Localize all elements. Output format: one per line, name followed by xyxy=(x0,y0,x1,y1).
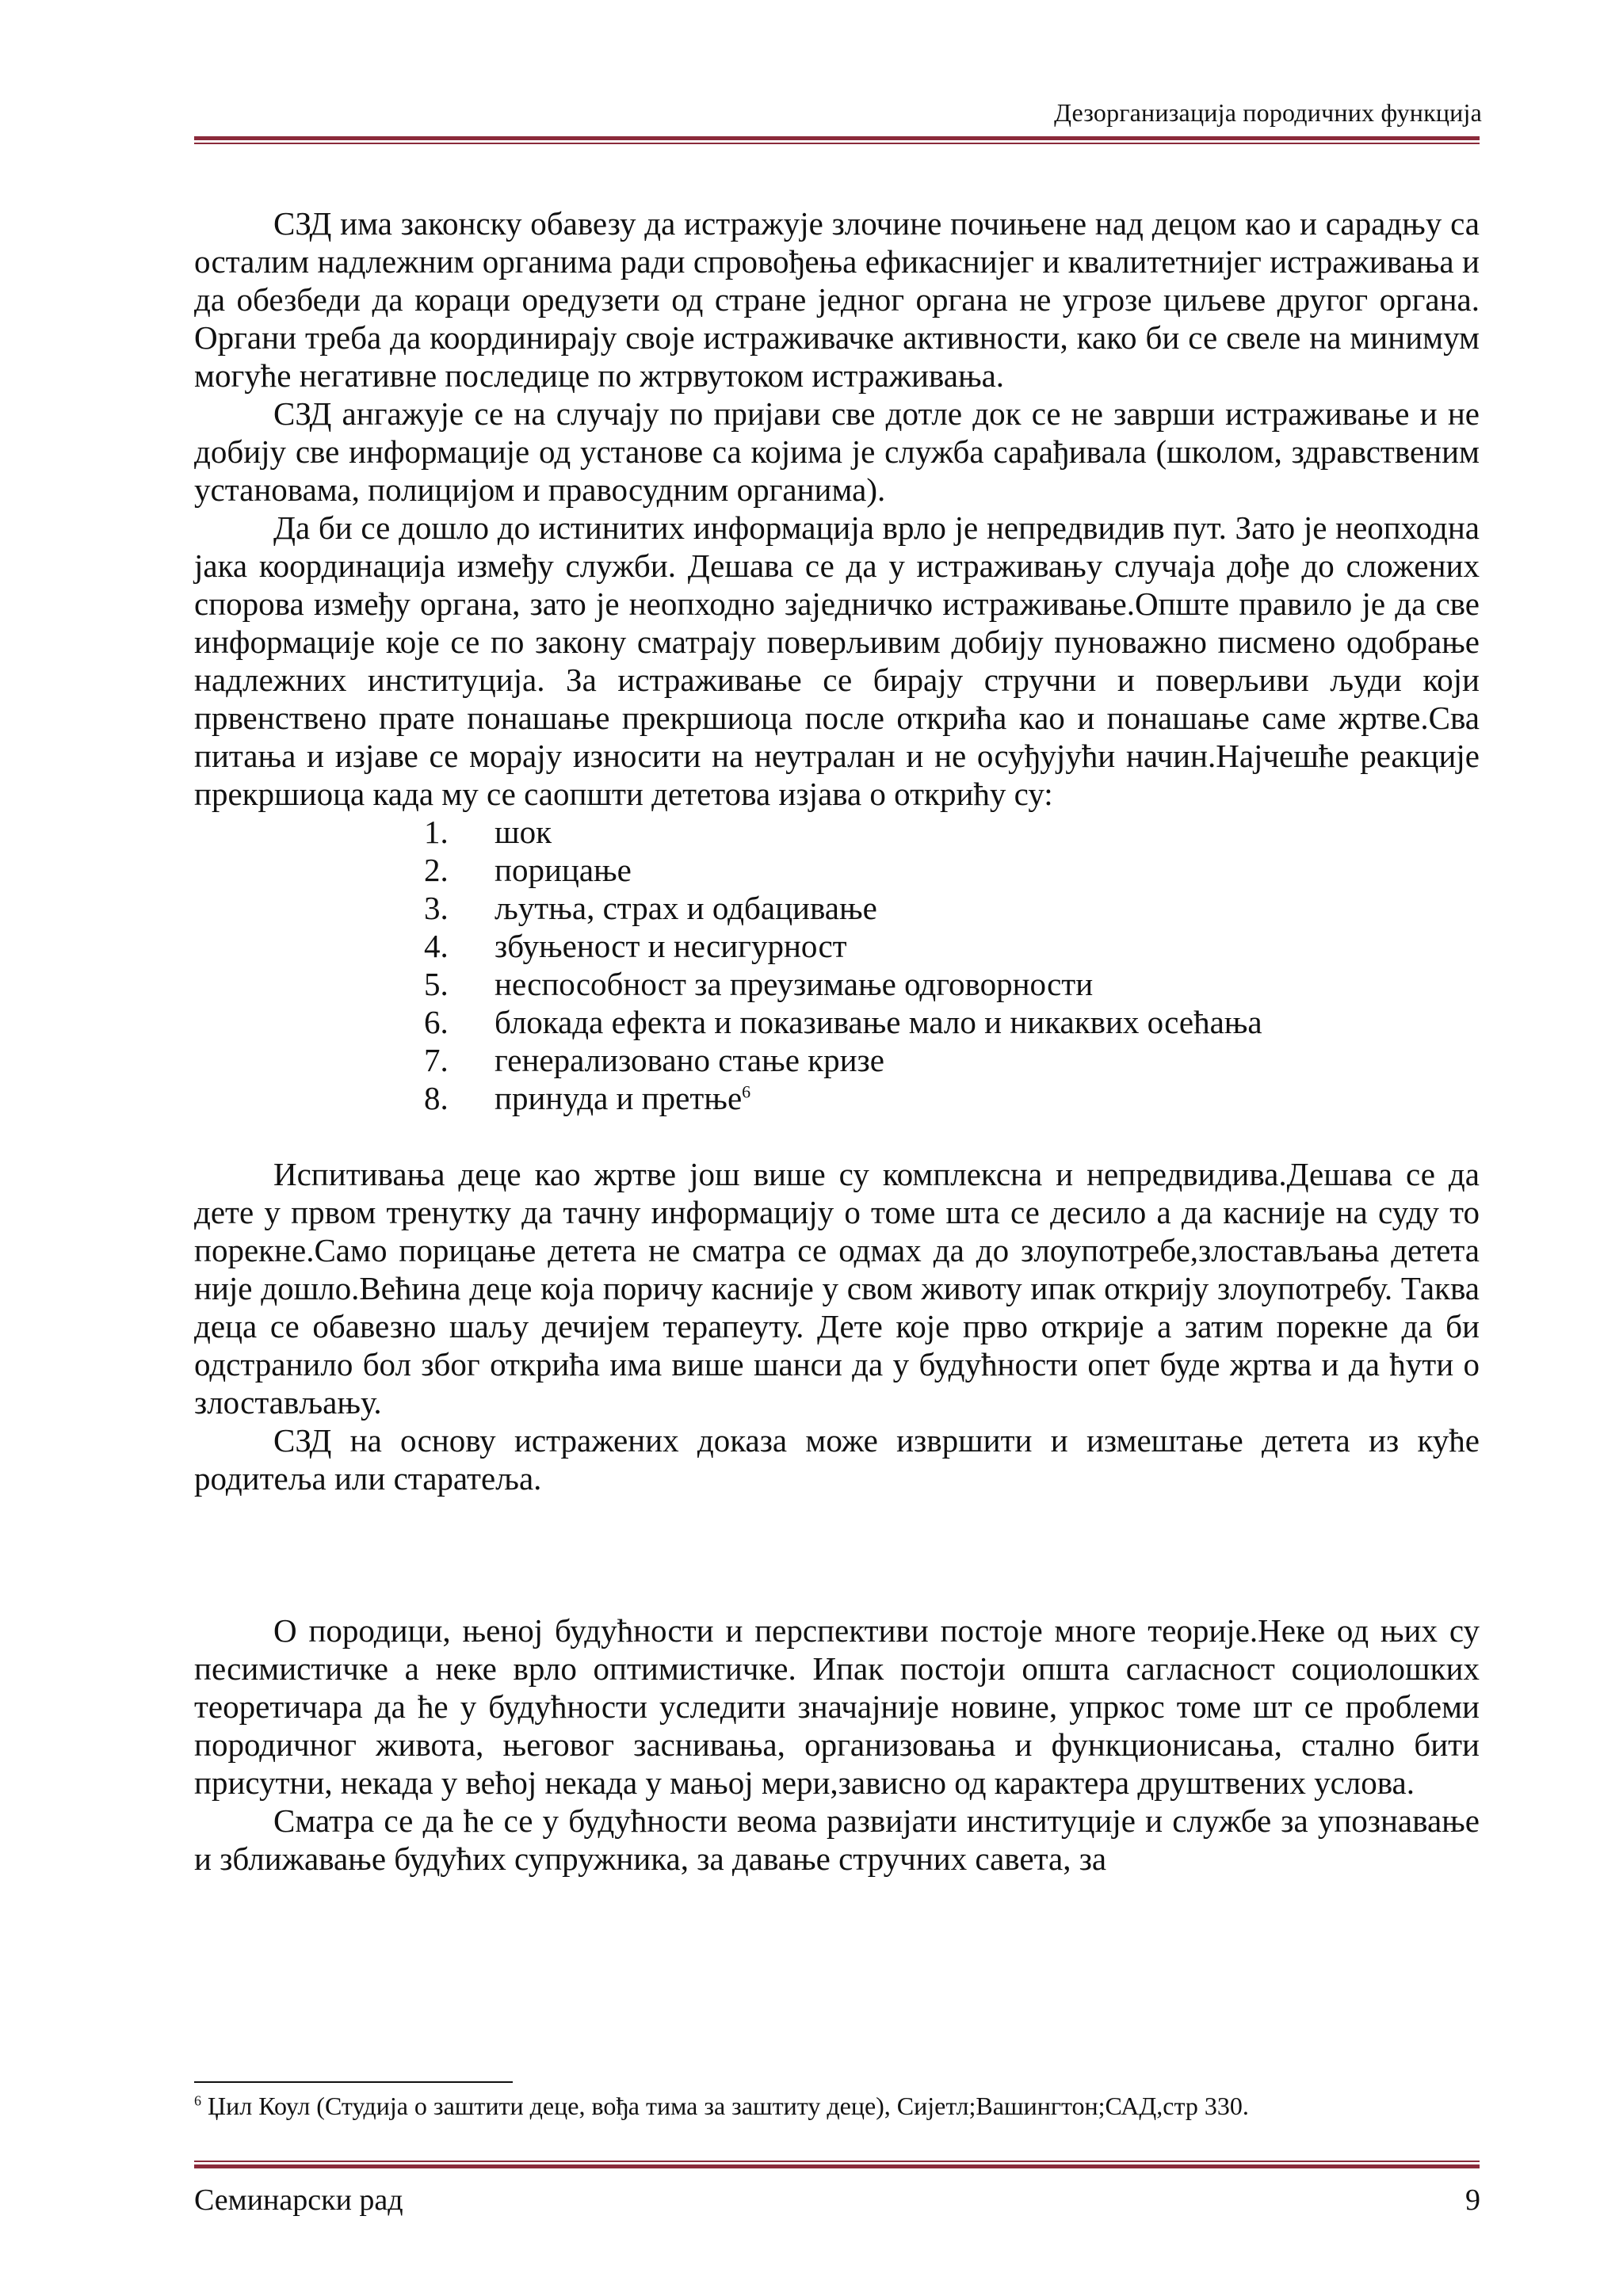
footnote-marker: 6 xyxy=(194,2092,201,2109)
list-item: 8. принуда и претње$^6$ xyxy=(424,1080,751,1116)
paragraph: Сматра се да ће се у будућности веома развијати институције и службе за упознавање и зближавање будућих супружника, за давање стручних савета, за xyxy=(194,1802,1480,1877)
paragraph: О породици, њеној будућности и перспективи постоје многе теорије.Неке од њих су песимистичке а неке врло оптимистичке. Ипак постоји општа сагласност социолошких теоретичара да ће у будућности уследити значајније новине, упркос томе шт се проблеми породичног живота, његовог заснивања, организовања и функционисања, стално бити присутни, некада у већој некада у мањој мери,зависно од карактера друштвених услова. xyxy=(194,1612,1480,1801)
footnote-reference[interactable]: 6 xyxy=(742,1081,751,1102)
list-item: 5. неспособност за преузимање одговорности xyxy=(424,966,1094,1002)
paragraph: Испитивања деце као жртве још више су комплексна и непредвидива.Дешава се да дете у првом тренутку да тачну информацију о томе шта се десило а да касније на суду то порекне.Само порицање детета не сматра се одмах да до злоупотребе,злостављања детета није дошло.Већина деце која поричу касније у свом животу ипак открију злоупотребу. Таква деца се обавезно шаљу дечијем терапеуту. Дете које прво открије а затим порекне да би одстранило бол због открића има више шанси да у будућности опет буде жртва и да ћути о злостављању. xyxy=(194,1156,1480,1421)
footer-rule xyxy=(194,2161,1480,2168)
page-number: 9 xyxy=(1465,2183,1480,2217)
list-item: 6. блокада ефекта и показивање мало и никаквих осећања xyxy=(424,1004,1262,1040)
list-item: 1. шок xyxy=(424,814,552,850)
paragraph: Да би се дошло до истинитих информација врло је непредвидив пут. Зато је неопходна јака координација између служби. Дешава се да у истраживању случаја дође до сложених спорова између органа, зато је неопходно заједничко истраживање.Опште правило је да све информације које се по закону сматрају поверљивим добију пуноважно писмено одобрање надлежних институција. За истраживање се бирају стручни и поверљиви људи који првенствено прате понашање прекршиоца после открића као и понашање саме жртве.Сва питања и изјаве се морају износити на неутралан и не осуђујући начин.Најчешће реакције прекршиоца када му се саопшти дететова изјава о открићу су: xyxy=(194,509,1480,812)
footnote-text: Џил Коул (Студија о заштити деце, вођа тима за заштиту деце), Сијетл;Вашингтон;САД,стр 330. xyxy=(201,2092,1249,2120)
list-item: 4. збуњеност и несигурност xyxy=(424,928,847,964)
paragraph: СЗД има законску обавезу да истражује злочине почињене над децом као и сарадњу са осталим надлежним органима ради спровођења ефикаснијег и квалитетнијег истраживања и да обезбеди да кораци оредузети од стране једног органа не угрозе циљеве другог органа. Органи треба да координирају своје истраживачке активности, како би се свеле на минимум могуће негативне последице по жтрвутоком истраживања. xyxy=(194,205,1480,394)
reactions-list xyxy=(194,813,1480,1117)
footnote xyxy=(194,2090,1480,2122)
running-header-title: Дезорганизација породичних функција xyxy=(1054,98,1482,127)
body-text xyxy=(194,204,1480,1878)
list-item: 3. љутња, страх и одбацивање xyxy=(424,890,877,926)
footer-title: Семинарски рад xyxy=(194,2183,403,2217)
list-item: 2. порицање xyxy=(424,852,632,888)
footnote-separator xyxy=(194,2081,513,2083)
list-item: 7. генерализовано стање кризе xyxy=(424,1042,884,1078)
header-rule xyxy=(194,136,1480,144)
paragraph: СЗД на основу истражених доказа може извршити и измештање детета из куће родитеља или старатеља. xyxy=(194,1422,1480,1497)
paragraph: СЗД ангажује се на случају по пријави све дотле док се не заврши истраживање и не добију све информације од установе са којима је служба сарађивала (школом, здравственим установама, полицијом и правосудним органима). xyxy=(194,395,1480,508)
